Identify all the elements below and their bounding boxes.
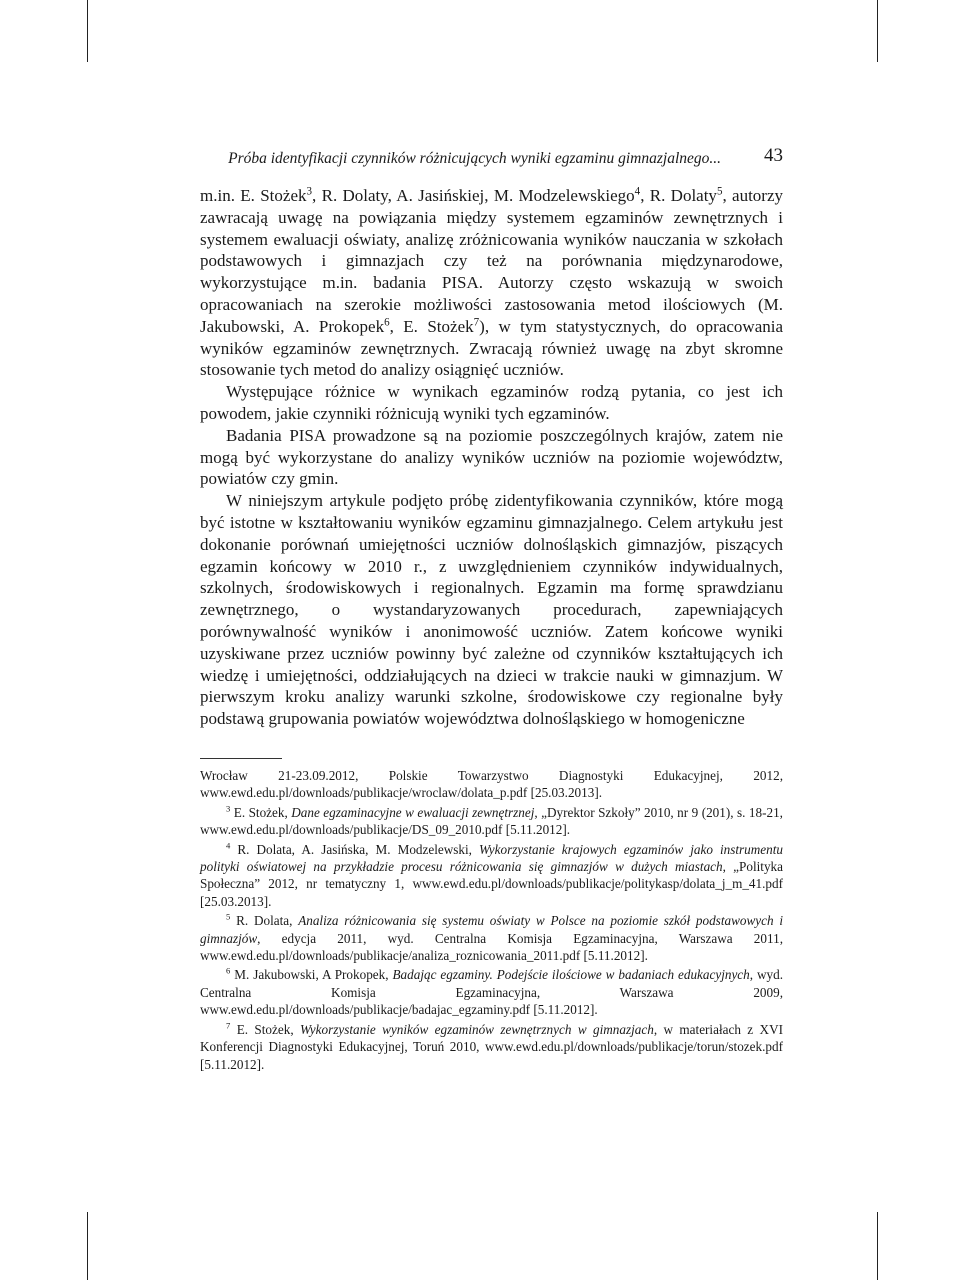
text-run: R. Dolata, A. Jasińska, M. Modzelewski,: [230, 841, 480, 857]
footnote-ref-4: 4: [634, 185, 641, 198]
footnote-5: [200, 912, 783, 964]
footnote-ref-3: 3: [306, 185, 313, 198]
footnote-number: 5: [226, 911, 231, 922]
running-title: Próba identyfikacji czynników różnicujących wyniki egzaminu gimnazjalnego...: [228, 150, 721, 167]
footnote-ref-7: 7: [473, 316, 480, 329]
text-run: , autorzy zawracają uwagę na powiązania między systemem egzaminów zewnętrznych i systemem ewaluacji oświaty, analizę zróżnicowania wyników nauczania w szkołach podstawowych i gimnazjach czy też na porównania międzynarodowe, wykorzystujące m.in. badania PISA. Autorzy często wskazują w swoich opracowaniach na szerokie możliwości zastosowania metod ilościowych (M. Jakubowski, A. Prokopek: [200, 186, 784, 336]
footnote-continued: Wrocław 21-23.09.2012, Polskie Towarzystwo Diagnostyki Edukacyjnej, 2012, www.ewd.edu.pl/downloads/publikacje/wroclaw/dolata_p.pdf [25.03.2013].: [200, 768, 783, 801]
work-title: Analiza różnicowania się systemu oświaty w Polsce na poziomie szkół podstawowych i gimnazjów: [200, 913, 784, 946]
running-header: [200, 145, 783, 172]
footnote-ref-5: 5: [716, 185, 723, 198]
text-run: , R. Dolaty, A. Jasińskiej, M. Modzelewskiego: [312, 186, 635, 205]
text-run: R. Dolata,: [230, 913, 299, 929]
crop-mark-bottom-left: [87, 1212, 88, 1280]
footnote-number: 7: [226, 1020, 231, 1031]
text-run: E. Stożek,: [230, 804, 292, 820]
footnote-7: [200, 1021, 783, 1073]
footnote-3: [200, 804, 783, 839]
footnote-4: [200, 841, 783, 911]
paragraph-3: Badania PISA prowadzone są na poziomie poszczególnych krajów, zatem nie mogą być wykorzystane do analizy wyników uczniów na poziomie województw, powiatów czy gmin.: [200, 425, 783, 489]
paragraph-2: Występujące różnice w wynikach egzaminów rodzą pytania, co jest ich powodem, jakie czynniki różnicują wyniki tych egzaminów.: [200, 382, 783, 423]
crop-mark-top-left: [87, 0, 88, 62]
work-title: Wykorzystanie krajowych egzaminów jako instrumentu polityki oświatowej na przykładzie procesu różnicowania się gimnazjów w dużych miastach: [200, 841, 783, 875]
footnotes: [200, 767, 783, 1073]
footnote-ref-6: 6: [384, 316, 390, 329]
crop-mark-top-right: [877, 0, 878, 62]
text-run: , wyd. Centralna Komisja Egzaminacyjna, Warszawa 2009, www.ewd.edu.pl/downloads/publikacje/badajac_egzaminy.pdf [5.11.2012].: [200, 967, 783, 1018]
footnote-number: 6: [226, 966, 231, 977]
text-run: M. Jakubowski, A Prokopek,: [230, 967, 393, 983]
page-number: 43: [764, 145, 783, 166]
crop-mark-bottom-right: [877, 1212, 878, 1280]
text-run: , w materiałach z XVI Konferencji Diagnostyki Edukacyjnej, Toruń 2010, www.ewd.edu.pl/downloads/publikacje/torun/stozek.pdf [5.11.2012].: [200, 1021, 783, 1072]
footnote-number: 4: [226, 840, 231, 851]
footnote-separator: [200, 758, 282, 759]
text-run: , „Dyrektor Szkoły” 2010, nr 9 (201), s. 18-21, www.ewd.edu.pl/downloads/publikacje/DS_09_2010.pdf [5.11.2012].: [200, 804, 783, 838]
paragraph-4: W niniejszym artykule podjęto próbę zidentyfikowania czynników, które mogą być istotne w kształtowaniu wyników egzaminu gimnazjalnego. Celem artykułu jest dokonanie porównań umiejętności uczniów dolnośląskich gimnazjów, piszących egzamin końcowy w 2010 r., z uwzględnieniem czynników indywidualnych, szkolnych, środowiskowych i regionalnych. Egzamin ma formę sprawdzianu zewnętrznego, o wystandaryzowanych procedurach, zapewniających porównywalność wyników i anonimowość uczniów. Zatem końcowe wyniki uzyskiwane przez uczniów powinny być zależne od czynników kształtujących ich wiedzę i umiejętności, oddziałujących na dzieci w trakcie nauki w gimnazjum. W pierwszym kroku analizy warunki szkolne, środowiskowe czy regionalne były podstawą grupowania powiatów województwa dolnośląskiego w homogeniczne: [200, 491, 783, 729]
text-run: E. Stożek,: [230, 1021, 301, 1037]
text-run: , edycja 2011, wyd. Centralna Komisja Egzaminacyjna, Warszawa 2011, www.ewd.edu.pl/downloads/publikacje/analiza_roznicowania_2011.pdf [5.11.2012].: [200, 930, 783, 964]
text-run: , R. Dolaty: [640, 186, 717, 205]
text-run: , E. Stożek: [389, 316, 474, 336]
footnote-number: 3: [226, 803, 231, 814]
body-text: [200, 185, 783, 730]
work-title: Wykorzystanie wyników egzaminów zewnętrznych w gimnazjach: [300, 1021, 654, 1037]
paragraph-1: [200, 185, 783, 381]
text-run: m.in. E. Stożek: [200, 186, 307, 205]
work-title: Dane egzaminacyjne w ewaluacji zewnętrznej: [291, 804, 535, 820]
text-run: ), w tym statystycznych, do opracowania wyników egzaminów zewnętrznych. Zwracają również uwagę na zbyt skromne stosowanie tych metod do analizy osiągnięć uczniów.: [200, 316, 784, 380]
text-run: , „Polityka Społeczna” 2012, nr tematyczny 1, www.ewd.edu.pl/downloads/publikacje/politykasp/dolata_j_m_41.pdf [25.03.2013].: [200, 859, 783, 909]
work-title: Badając egzaminy. Podejście ilościowe w badaniach edukacyjnych: [392, 967, 750, 983]
footnote-6: [200, 966, 783, 1018]
